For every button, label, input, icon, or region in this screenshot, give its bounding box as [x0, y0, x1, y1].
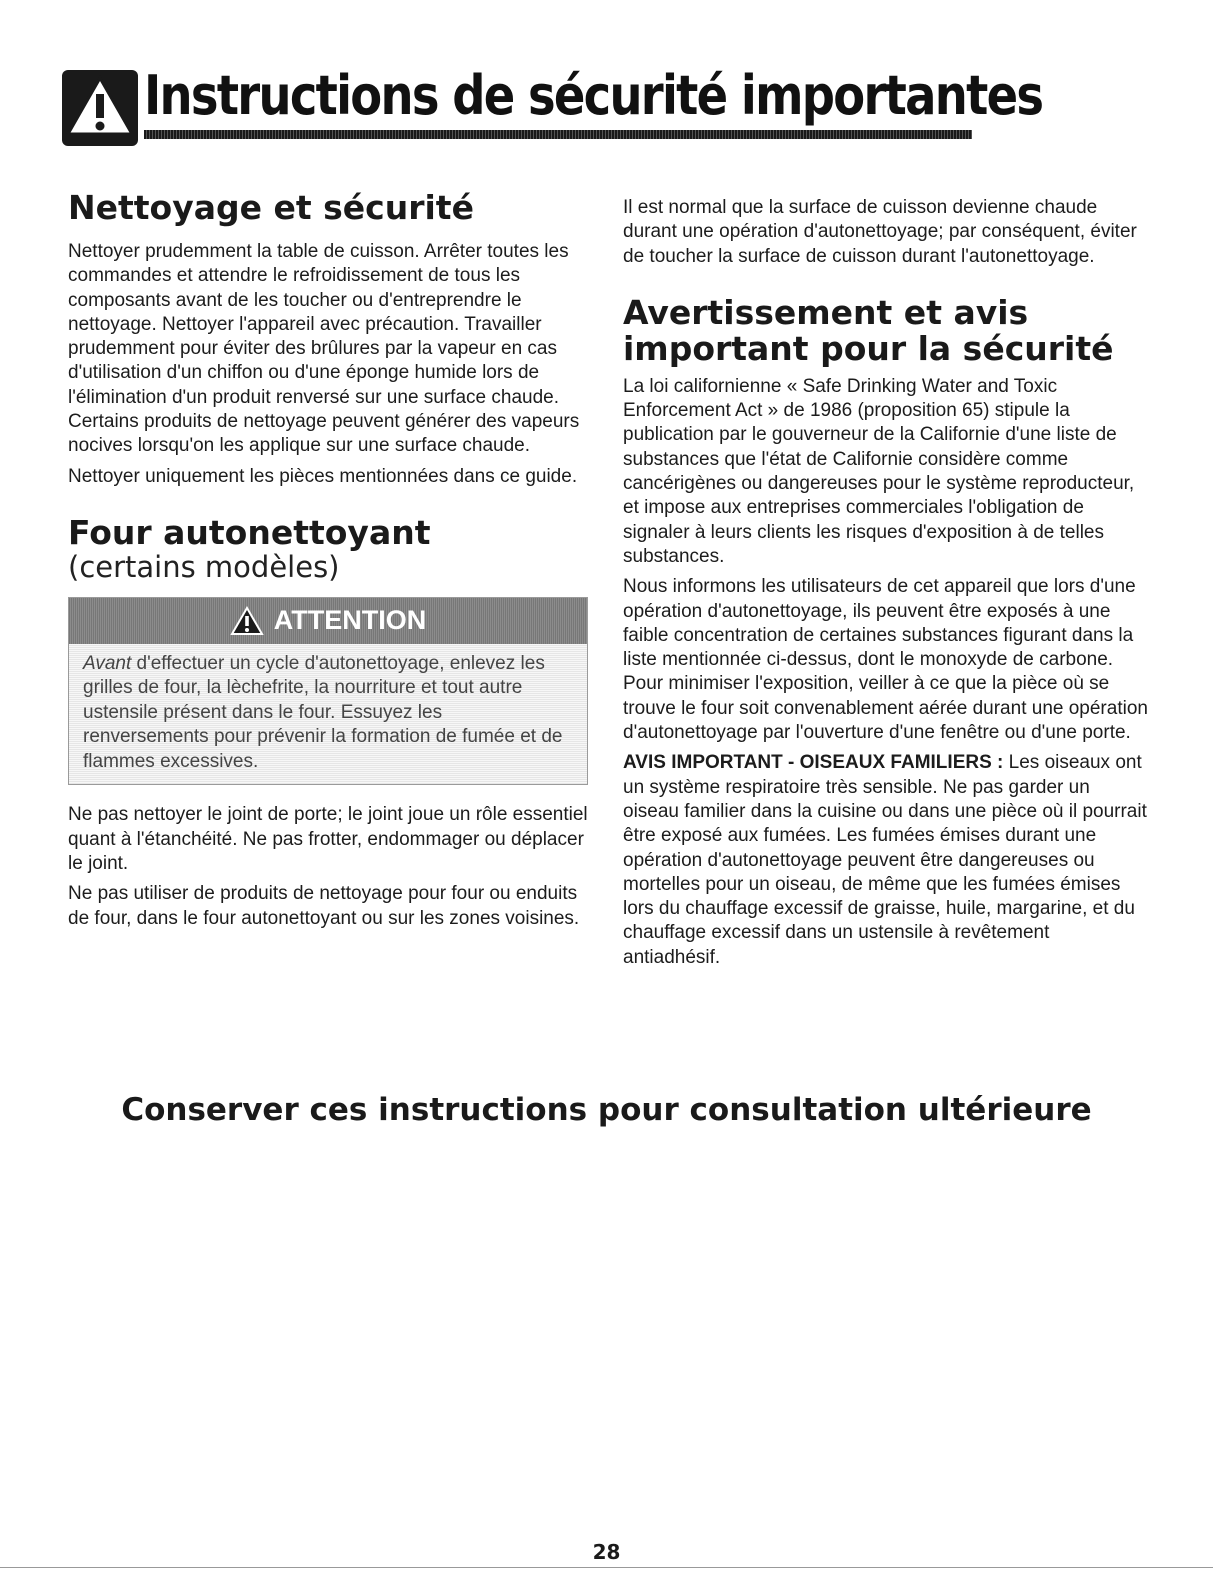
- section-title-self-clean: Four autonettoyant: [68, 512, 431, 552]
- bottom-rule: [0, 1567, 1213, 1568]
- warning-triangle-icon: [230, 606, 264, 636]
- attention-box: [68, 597, 588, 786]
- section-title-warning: [623, 292, 1148, 368]
- birds-body: Les oiseaux ont un système respiratoire très sensible. Ne pas garder un oiseau familier dans la cuisine ou dans une pièce où il pourrait être exposé aux fumées. Les fumées émises durant une opération d'autonettoyage peuvent être dangereuses ou mortelles pour un oiseau, de même que les fumées émises lors du chauffage excessif de graisse, huile, margarine, et du chauffage excessif dans un ustensile à revêtement antiadhésif.: [623, 752, 1147, 968]
- page-title: Instructions de sécurité importantes: [144, 64, 1043, 127]
- birds-lead: AVIS IMPORTANT - OISEAUX FAMILIERS :: [623, 752, 1004, 774]
- warning-triangle-icon: [60, 68, 140, 148]
- self-clean-paragraph-3: Il est normal que la surface de cuisson devienne chaude durant une opération d'autonettoyage; par conséquent, éviter de toucher la surface de cuisson durant l'autonettoyage.: [623, 197, 1137, 267]
- attention-label: ATTENTION: [273, 605, 427, 636]
- cleaning-paragraph-1: Nettoyer prudemment la table de cuisson. Arrêter toutes les commandes et attendre le refroidissement de tous les composants avant de les toucher ou d'entreprendre le nettoyage. Nettoyer l'appareil avec précaution. Travailler prudemment pour éviter des brûlures par la vapeur en cas d'utilisation d'un chiffon ou d'une éponge humide lors de l'élimination d'un produit renversé sur une surface chaude. Certains produits de nettoyage peuvent générer des vapeurs nocives lorsqu'on les applique sur une surface chaude.: [68, 241, 580, 457]
- attention-text: [69, 644, 587, 785]
- birds-paragraph: [623, 751, 1148, 970]
- section-subtitle-models: (certains modèles): [68, 549, 340, 584]
- page-number: 28: [592, 1540, 621, 1564]
- footer-title: Conserver ces instructions pour consultation ultérieure: [121, 1092, 1092, 1128]
- section-title-warning-line1: Avertissement et avis: [623, 292, 1029, 332]
- left-column: [68, 190, 588, 937]
- attention-body: d'effectuer un cycle d'autonettoyage, enlevez les grilles de four, la lèchefrite, la nourriture et tout autre ustensile présent dans le four. Essuyez les renversements pour prévenir la formation de fumée et de flammes excessives.: [83, 652, 563, 772]
- section-title-cleaning: Nettoyage et sécurité: [68, 188, 474, 227]
- attention-header: [69, 598, 587, 644]
- title-underline: [144, 130, 972, 139]
- exposure-paragraph: Nous informons les utilisateurs de cet appareil que lors d'une opération d'autonettoyage, ils peuvent être exposés à une faible concentration de certaines substances figurant dans la liste mentionnée ci-dessus, dont le monoxyde de carbone. Pour minimiser l'exposition, veiller à ce que la pièce où se trouve le four soit convenablement aérée durant une opération d'autonettoyage par l'ouverture d'une fenêtre ou d'une porte.: [623, 576, 1148, 744]
- cleaning-paragraph-2: Nettoyer uniquement les pièces mentionnées dans ce guide.: [68, 465, 578, 487]
- prop65-paragraph: La loi californienne « Safe Drinking Water and Toxic Enforcement Act » de 1986 (proposition 65) stipule la publication par le gouverneur de la Californie d'une liste de substances que l'état de Californie considère comme cancérigènes ou dangereuses pour le système reproducteur, et impose aux entreprises commerciales l'obligation de signaler à leurs clients les risques d'exposition à de telles substances.: [623, 375, 1135, 567]
- self-clean-paragraph-2: Ne pas utiliser de produits de nettoyage pour four ou enduits de four, dans le four autonettoyant ou sur les zones voisines.: [68, 883, 580, 929]
- section-title-warning-line2: important pour la sécurité: [623, 328, 1114, 368]
- attention-lead: Avant: [83, 652, 132, 674]
- page-header: [60, 58, 1043, 148]
- right-column: [623, 196, 1148, 976]
- self-clean-paragraph-1: Ne pas nettoyer le joint de porte; le joint joue un rôle essentiel quant à l'étanchéité. Ne pas frotter, endommager ou déplacer le joint.: [68, 804, 588, 875]
